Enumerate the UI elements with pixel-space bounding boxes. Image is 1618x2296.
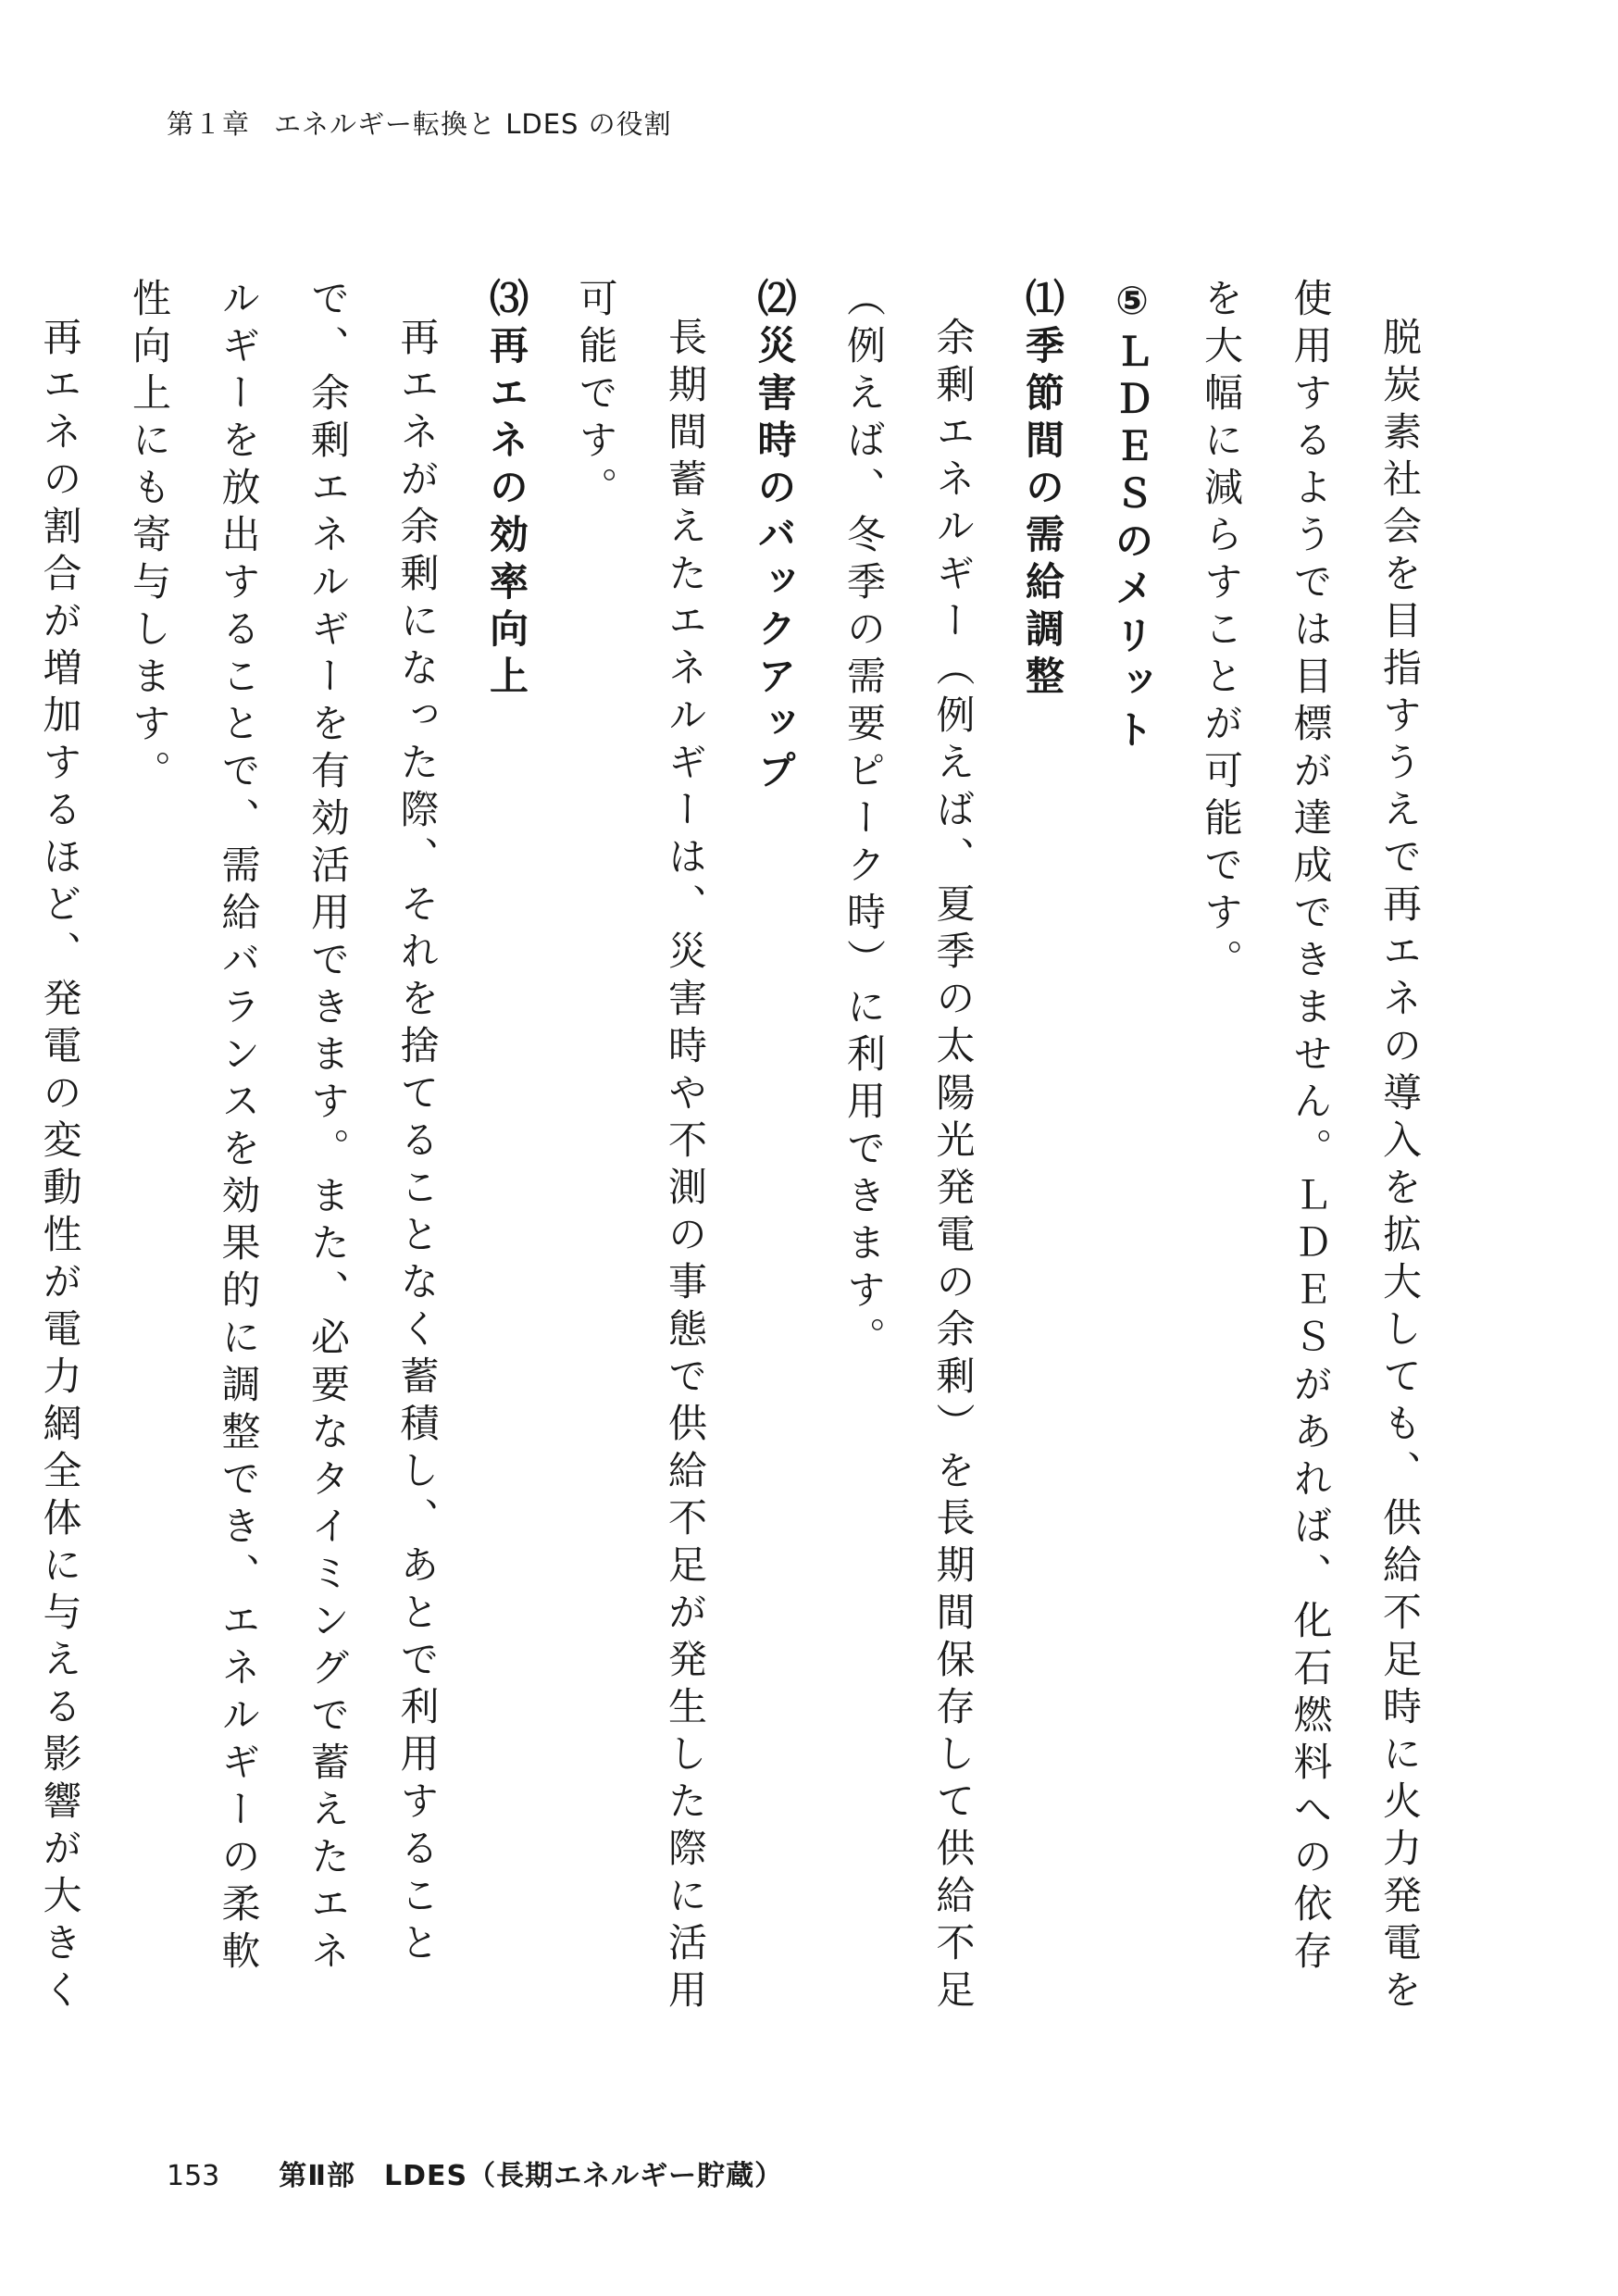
paragraph-disaster-backup: 長期間蓄えたエネルギーは、災害時や不測の事態で供給不足が発生した際に活用可能です。 (573, 278, 708, 2016)
page-number: 153 (167, 2160, 220, 2192)
vertical-body-text (37, 278, 1444, 2018)
heading-ldes-merits: ⑤ＬＤＥＳのメリット (1109, 278, 1155, 756)
paragraph-conclusion: 再エネの割合が増加するほど、発電の変動性が電力網全体に与える影響が大きく (37, 317, 83, 2016)
paragraph-seasonal-balancing: 余剰エネルギー（例えば、夏季の太陽光発電の余剰）を長期間保存して供給不足（例えば、冬季の需要ピーク時）に利用できます。 (841, 278, 977, 2016)
running-head (167, 104, 696, 142)
chapter-title: エネルギー転換と LDES の役割 (274, 108, 672, 140)
part-label: 第Ⅱ部 LDES（長期エネルギー貯蔵） (279, 2160, 784, 2192)
subheading-seasonal-balancing: ⑴季節間の需給調整 (1020, 278, 1065, 703)
page-footer (167, 2152, 783, 2193)
chapter-number: 第１章 (167, 108, 251, 140)
paragraph-renewable-efficiency: 再エネが余剰になった際、それを捨てることなく蓄積し、あとで利用することで、余剰エネルギーを有効活用できます。また、必要なタイミングで蓄えたエネルギーを放出することで、需給バランスを効果的に調整でき、エネルギーの柔軟性向上にも寄与します。 (127, 278, 441, 1978)
subheading-disaster-backup: ⑵災害時のバックアップ (752, 278, 798, 797)
paragraph-intro: 脱炭素社会を目指すうえで再エネの導入を拡大しても、供給不足時に火力発電を使用するようでは目標が達成できません。ＬＤＥＳがあれば、化石燃料への依存を大幅に減らすことが可能です。 (1199, 278, 1423, 2016)
subheading-renewable-efficiency: ⑶再エネの効率向上 (484, 278, 529, 703)
